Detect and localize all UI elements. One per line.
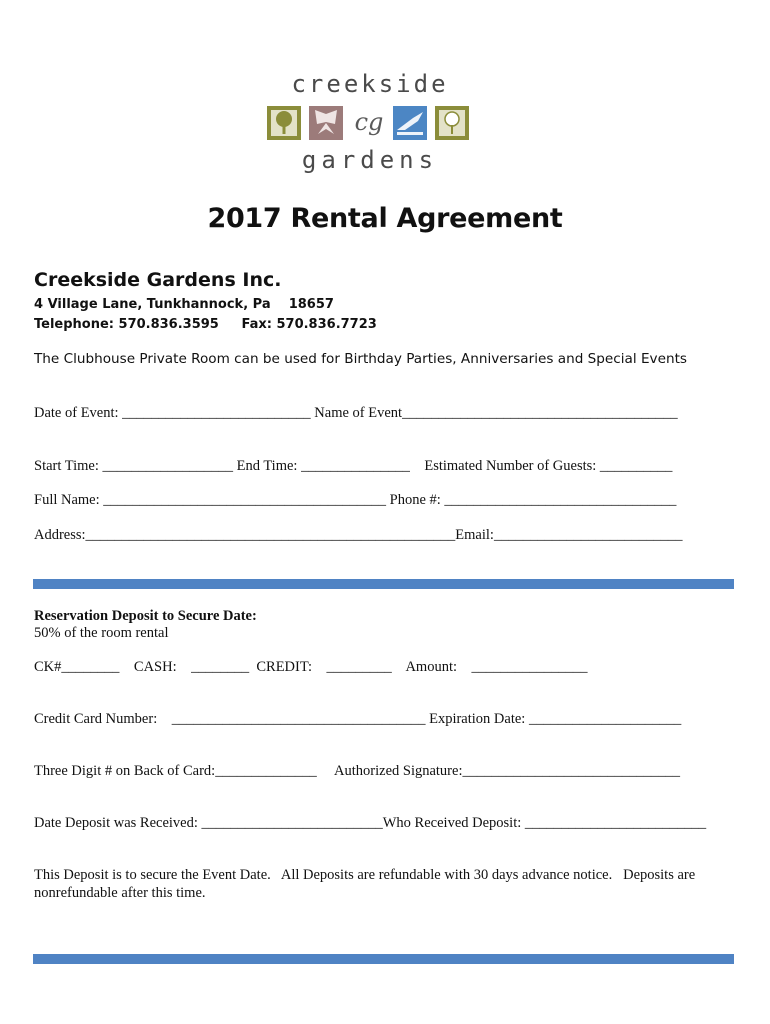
bottom-divider (33, 954, 734, 964)
event-date-name-field[interactable]: Date of Event: __________________________ Name of Event______________________________________ (34, 405, 678, 421)
card-security-signature-field[interactable]: Three Digit # on Back of Card:______________ Authorized Signature:______________________________ (34, 763, 680, 779)
address-email-field[interactable]: Address:___________________________________________________Email:__________________________ (34, 527, 683, 543)
logo-bottom-word: gardens (301, 146, 439, 174)
deposit-notice-line-1: This Deposit is to secure the Event Date. All Deposits are refundable with 30 days advance notice. Deposits are (34, 867, 696, 883)
monogram-icon: cg (354, 108, 384, 136)
full-name-phone-field[interactable]: Full Name: _______________________________________ Phone #: ________________________________ (34, 492, 677, 508)
credit-card-field[interactable]: Credit Card Number: ___________________________________ Expiration Date: _____________________ (34, 711, 682, 727)
creekside-gardens-logo (255, 68, 485, 183)
dandelion-icon (435, 106, 469, 140)
section-divider (33, 579, 734, 589)
deposit-notice-line-2: nonrefundable after this time. (34, 885, 206, 901)
document-title: 2017 Rental Agreement (207, 203, 563, 234)
logo-tiles (267, 106, 469, 140)
payment-method-field[interactable]: CK#________ CASH: ________ CREDIT: _________ Amount: ________________ (34, 659, 588, 675)
heron-icon (393, 106, 427, 140)
tree-icon (267, 106, 301, 140)
logo-top-word: creekside (291, 70, 449, 98)
company-address: 4 Village Lane, Tunkhannock, Pa 18657 (34, 297, 334, 312)
deposit-subheading: 50% of the room rental (34, 625, 169, 641)
deposit-heading: Reservation Deposit to Secure Date: (34, 608, 257, 624)
event-time-guests-field[interactable]: Start Time: __________________ End Time: _______________ Estimated Number of Guests: __________ (34, 458, 673, 474)
company-name: Creekside Gardens Inc. (34, 269, 282, 291)
deposit-received-field[interactable]: Date Deposit was Received: _________________________Who Received Deposit: _________________________ (34, 815, 707, 831)
butterfly-icon (309, 106, 343, 140)
intro-text: The Clubhouse Private Room can be used for Birthday Parties, Anniversaries and Special Events (34, 351, 687, 367)
company-contact: Telephone: 570.836.3595 Fax: 570.836.7723 (34, 317, 377, 332)
